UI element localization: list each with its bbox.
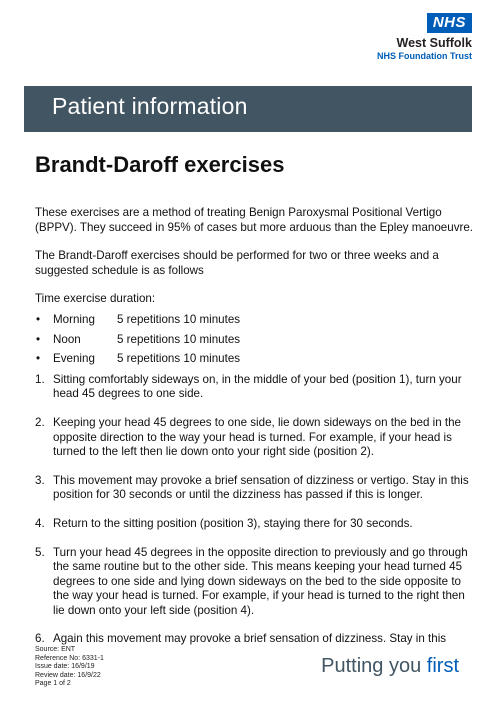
document-metadata	[35, 646, 104, 689]
tagline-accent: first	[426, 655, 459, 677]
steps-list	[35, 373, 475, 647]
nhs-badge: NHS	[427, 13, 472, 33]
schedule-item	[35, 352, 475, 367]
schedule-item	[35, 313, 475, 328]
schedule-detail: 5 repetitions 10 minutes	[117, 352, 241, 366]
metadata-source: Source: ENT	[35, 646, 76, 653]
schedule-lead: Time exercise duration:	[35, 292, 156, 306]
step-number: 1.	[35, 372, 45, 386]
step-number: 2.	[35, 415, 45, 429]
step-item	[35, 632, 475, 647]
schedule-list	[35, 313, 475, 367]
banner-title: Patient information	[52, 93, 248, 119]
schedule-item	[35, 333, 475, 348]
metadata-issue-date: Issue date: 16/9/19	[35, 663, 95, 671]
step-text: Sitting comfortably sideways on, in the middle of your bed (position 1), turn your head 45 degrees to one side.	[53, 372, 462, 401]
step-item	[35, 373, 475, 402]
metadata-reference: Reference No: 6331-1	[35, 654, 104, 662]
schedule-detail: 5 repetitions 10 minutes	[117, 312, 241, 326]
schedule-time: Noon	[53, 332, 81, 346]
page-title: Brandt-Daroff exercises	[35, 152, 285, 177]
step-text: Again this movement may provoke a brief sensation of dizziness. Stay in this	[53, 632, 447, 646]
schedule-detail: 5 repetitions 10 minutes	[117, 332, 241, 346]
step-number: 6.	[35, 632, 45, 646]
tagline	[321, 655, 459, 678]
step-text: Keeping your head 45 degrees to one side, lie down sideways on the bed in the opposite direction to the way your head is turned. For example, if your head is turned to the left then lie down onto your right side (position 2).	[53, 415, 462, 459]
nhs-logo	[377, 13, 472, 62]
step-number: 3.	[35, 473, 45, 487]
intro-paragraph-2: The Brandt-Daroff exercises should be performed for two or three weeks and a suggested schedule is as follows	[35, 249, 439, 277]
organisation-name: West Suffolk	[396, 36, 472, 50]
step-item	[35, 474, 475, 503]
document-body	[35, 206, 475, 661]
step-text: Turn your head 45 degrees in the opposite direction to previously and go through the same routine but to the other side. This means keeping your head turned 45 degrees to one side and lying down sideways on the bed to the side opposite to the way your head is turned. For example, if your head is turned to the right then lie down onto your left side (position 4).	[53, 545, 468, 617]
metadata-review-date: Review date: 16/9/22	[35, 671, 101, 679]
schedule-time: Morning	[53, 312, 95, 326]
tagline-main: Putting you	[321, 655, 427, 677]
step-text: This movement may provoke a brief sensation of dizziness or vertigo. Stay in this position for 30 seconds or until the dizziness has passed if this is longer.	[53, 473, 469, 502]
organisation-subtitle: NHS Foundation Trust	[377, 51, 472, 61]
patient-information-banner	[24, 86, 472, 132]
schedule-time: Evening	[53, 352, 95, 366]
intro-paragraph-1: These exercises are a method of treating Benign Paroxysmal Positional Vertigo (BPPV). They succeed in 95% of cases but more arduous than the Epley manoeuvre.	[35, 206, 474, 234]
metadata-page-number: Page 1 of 2	[35, 680, 71, 688]
step-number: 4.	[35, 516, 45, 530]
step-item	[35, 517, 475, 532]
step-number: 5.	[35, 545, 45, 559]
step-text: Return to the sitting position (position 3), staying there for 30 seconds.	[53, 516, 413, 530]
step-item	[35, 546, 475, 619]
step-item	[35, 416, 475, 460]
